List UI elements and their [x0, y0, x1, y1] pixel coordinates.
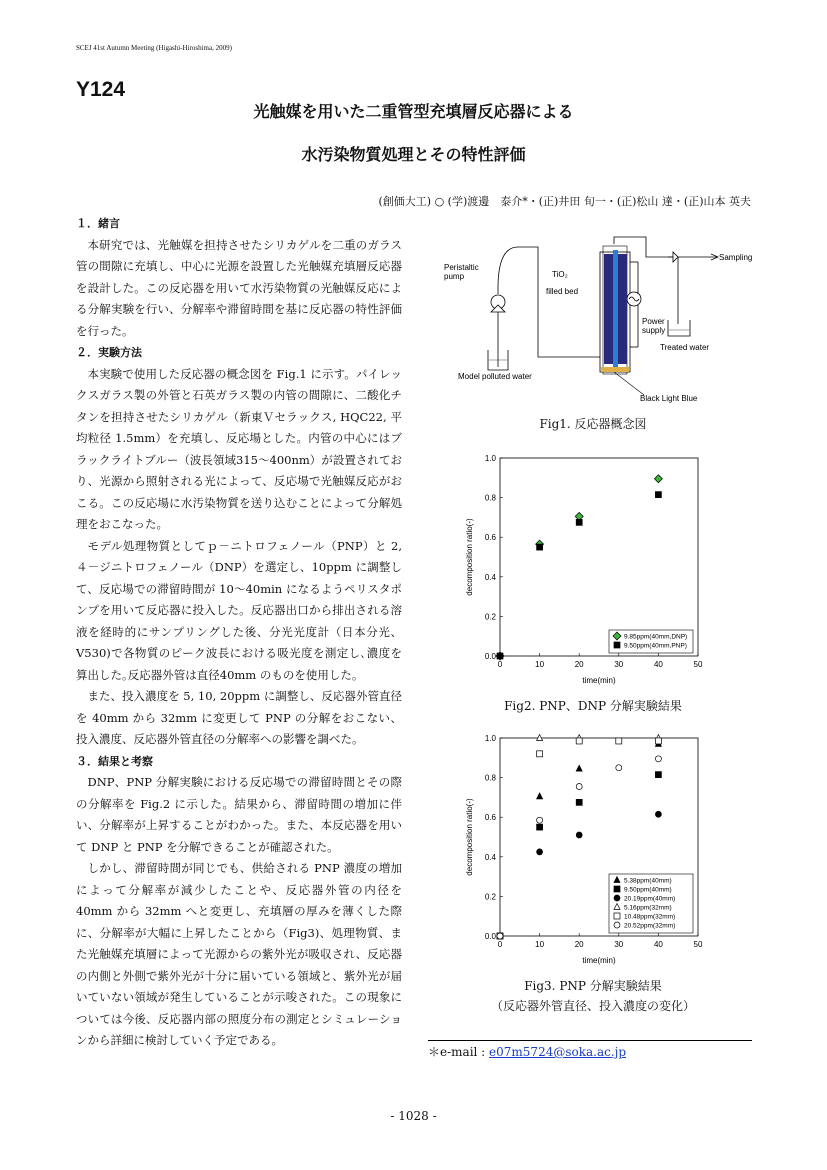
- data-point-series-1: [497, 653, 503, 659]
- legend-label-1: 9.50ppm(40mm,PNP): [624, 642, 687, 650]
- x-tick-label: 50: [693, 940, 703, 949]
- email-link[interactable]: e07m5724@soka.ac.jp: [489, 1045, 627, 1059]
- data-point-series-1: [537, 824, 543, 830]
- section-3-paragraph-2: しかし、滞留時間が同じでも、供給される PNP 濃度の増加によって分解率が減少したことや、反応器外管の内径を 40mm から 32mm へと変更し、充填層の厚みを薄くした際に、分解率が大幅に上昇したことから（Fig3)、処理物質、また光触媒充填層によって光源からの紫外光が吸収され、反応器の内側と外側で紫外光が十分に届いている領域と、紫外光が届いていない領域が発生していることが示唆された。この現象については今後、反応器内部の照度分布の測定とシミュレーションから詳細に検討していく予定である。: [76, 861, 402, 1047]
- paper-code: Y124: [76, 78, 126, 101]
- email-label: ＊e-mail :: [428, 1045, 490, 1059]
- data-point-series-0: [576, 765, 582, 771]
- x-axis-label: time(min): [582, 956, 616, 965]
- label-peristaltic: Peristaltic: [444, 263, 479, 272]
- y-axis-label: decomposition ratio(-): [465, 518, 474, 596]
- x-tick-label: 30: [614, 660, 624, 669]
- email-footnote: [428, 1040, 752, 1060]
- section-1-paragraph: 本研究では、光触媒を担持させたシリカゲルを二重のガラス管の間隙に充填し、中心に光源を設置した光触媒充填層反応器を設計した。この反応器を用いて水汚染物質の光触媒反応による分解実験を行い、分解率や滞留時間を基に反応器の特性評価を行った。: [76, 237, 402, 338]
- x-tick-label: 50: [693, 660, 703, 669]
- title-line-1: 光触媒を用いた二重管型充填層反応器による: [253, 102, 574, 121]
- legend-label-2: 20.19ppm(40mm): [624, 895, 676, 903]
- tio2-filled-bed: [604, 254, 613, 364]
- data-point-series-1: [576, 799, 582, 805]
- legend-label-1: 9.50ppm(40mm): [624, 886, 672, 894]
- label-black-light: Black Light Blue: [640, 394, 698, 403]
- reactor-diagram: [428, 232, 758, 410]
- treated-water-beaker: [668, 320, 690, 336]
- black-light-blue-lamp: [613, 250, 618, 368]
- x-tick-label: 0: [497, 660, 503, 669]
- data-point-series-2: [655, 811, 661, 817]
- authors: (創価大工) ○ (学)渡邊 泰介*・(正)井田 旬一・(正)松山 達・(正)山本 英夫: [378, 195, 751, 208]
- data-point-series-5: [616, 765, 622, 771]
- legend-marker-1: [614, 886, 620, 892]
- section-3-paragraph-1: DNP、PNP 分解実験における反応場での滞留時間とその際の分解率を Fig.2 に示した。結果から、滞留時間の増加に伴い、分解率が上昇することがわかった。また、本反応器を用いて DNP と PNP を分解できることが確認された。: [76, 775, 402, 854]
- y-tick-label: 1.0: [484, 734, 496, 743]
- y-tick-label: 0.6: [484, 813, 496, 823]
- y-tick-label: 0.0: [484, 652, 496, 661]
- legend-marker-5: [614, 922, 620, 928]
- section-2-paragraph-2: モデル処理物質としてｐ－ニトロフェノール（PNP）と 2, ４－ジニトロフェノール（DNP）を選定し、10ppm に調整して、反応場での滞留時間が 10～40min になるようペリスタポンプを用いて反応器に投入した。反応器出口から排出される溶液を経時的にサンプリングした後、分光光度計（日本分光、V530)で各物質のピーク波長における吸光度を測定し､濃度を算出した｡反応器外管は直径40mm のものを使用した。: [76, 538, 402, 682]
- data-point-series-5: [576, 784, 582, 790]
- x-tick-label: 10: [535, 660, 545, 669]
- data-point-series-0: [654, 475, 662, 483]
- plot-frame: [500, 458, 698, 656]
- section-3-heading: ３．結果と考察: [76, 754, 153, 768]
- label-filled-bed: filled bed: [546, 287, 579, 296]
- y-tick-label: 0.6: [484, 533, 496, 543]
- legend-label-5: 20.52ppm(32mm): [624, 922, 676, 930]
- x-tick-label: 20: [574, 660, 584, 669]
- label-treated-water: Treated water: [660, 343, 710, 352]
- section-2-paragraph-3: また、投入濃度を 5, 10, 20ppm に調整し、反応器外管直径を 40mm から 32mm に変更して PNP の分解をおこない、投入濃度、反応器外管直径の分解率への影響を調べた。: [76, 689, 402, 746]
- x-tick-label: 40: [653, 660, 663, 669]
- x-tick-label: 10: [535, 940, 545, 949]
- data-point-series-0: [537, 793, 543, 799]
- y-tick-label: 1.0: [484, 454, 496, 463]
- title-line-2: 水汚染物質処理とその特性評価: [301, 145, 526, 164]
- fig2-caption: Fig2. PNP、DNP 分解実験結果: [504, 699, 682, 713]
- y-tick-label: 0.4: [484, 852, 496, 862]
- legend-label-0: 9.85ppm(40mm,DNP): [624, 633, 688, 641]
- section-1-heading: １．緒言: [76, 217, 120, 230]
- fig3-caption-2: （反応器外管直径、投入濃度の変化）: [490, 999, 695, 1013]
- fig1-caption: Fig1. 反応器概念図: [539, 417, 647, 431]
- legend-label-3: 5.16ppm(32mm): [624, 904, 672, 912]
- fig2-chart: [458, 450, 720, 692]
- x-tick-label: 0: [497, 940, 503, 949]
- legend-label-0: 5.38ppm(40mm): [624, 877, 672, 885]
- data-point-series-4: [655, 738, 661, 744]
- label-sampling: Sampling: [719, 253, 753, 262]
- y-tick-label: 0.8: [484, 773, 496, 783]
- data-point-series-1: [537, 544, 543, 550]
- data-point-series-4: [576, 738, 582, 744]
- data-point-series-5: [655, 756, 661, 762]
- data-point-series-5: [497, 933, 503, 939]
- y-tick-label: 0.0: [484, 932, 496, 941]
- legend-marker-1: [614, 642, 620, 648]
- legend-label-4: 10.48ppm(32mm): [624, 913, 676, 921]
- legend-marker-4: [614, 913, 620, 919]
- data-point-series-3: [537, 735, 543, 741]
- fig3-caption: Fig3. PNP 分解実験結果: [524, 979, 662, 993]
- y-tick-label: 0.8: [484, 493, 496, 503]
- section-2-paragraph-1: 本実験で使用した反応器の概念図を Fig.1 に示す。パイレックスガラス製の外管と石英ガラス製の内管の間隙に、二酸化チタンを担持させたシリカゲル（新東Ｖセラックス, HQC22, 平均粒径 1.5mm）を充填し、反応場とした。内管の中心にはブラックライトブルー（波長領域315〜400nm）が設置されており、光源から照射される光によって、反応場で光触媒反応がおこる。この反応場に水汚染物質を送り込むことによって分解処理をおこなった。: [76, 366, 402, 531]
- y-tick-label: 0.4: [484, 572, 496, 582]
- label-supply: supply: [642, 326, 666, 335]
- x-tick-label: 40: [653, 940, 663, 949]
- data-point-series-1: [576, 519, 582, 525]
- y-tick-label: 0.2: [484, 892, 496, 902]
- x-tick-label: 20: [574, 940, 584, 949]
- meeting-header: SCEJ 41st Autumn Meeting (Higashi-Hiroshima, 2009): [76, 44, 232, 52]
- data-point-series-2: [537, 849, 543, 855]
- label-power: Power: [642, 317, 665, 326]
- label-model-water: Model polluted water: [458, 372, 532, 381]
- label-pump: pump: [444, 272, 465, 281]
- data-point-series-4: [616, 738, 622, 744]
- data-point-series-1: [655, 772, 661, 778]
- legend-marker-2: [614, 895, 620, 901]
- y-axis-label: decomposition ratio(-): [465, 798, 474, 876]
- section-2-heading: ２．実験方法: [76, 346, 142, 359]
- label-tio2: TiO₂: [552, 270, 568, 279]
- y-tick-label: 0.2: [484, 612, 496, 622]
- data-point-series-5: [537, 817, 543, 823]
- page-number: - 1028 -: [390, 1109, 437, 1123]
- data-point-series-4: [537, 751, 543, 757]
- data-point-series-1: [655, 492, 661, 498]
- x-tick-label: 30: [614, 940, 624, 949]
- data-point-series-2: [576, 832, 582, 838]
- body-text: [76, 213, 402, 1052]
- x-axis-label: time(min): [582, 676, 616, 685]
- fig3-chart: [458, 730, 720, 972]
